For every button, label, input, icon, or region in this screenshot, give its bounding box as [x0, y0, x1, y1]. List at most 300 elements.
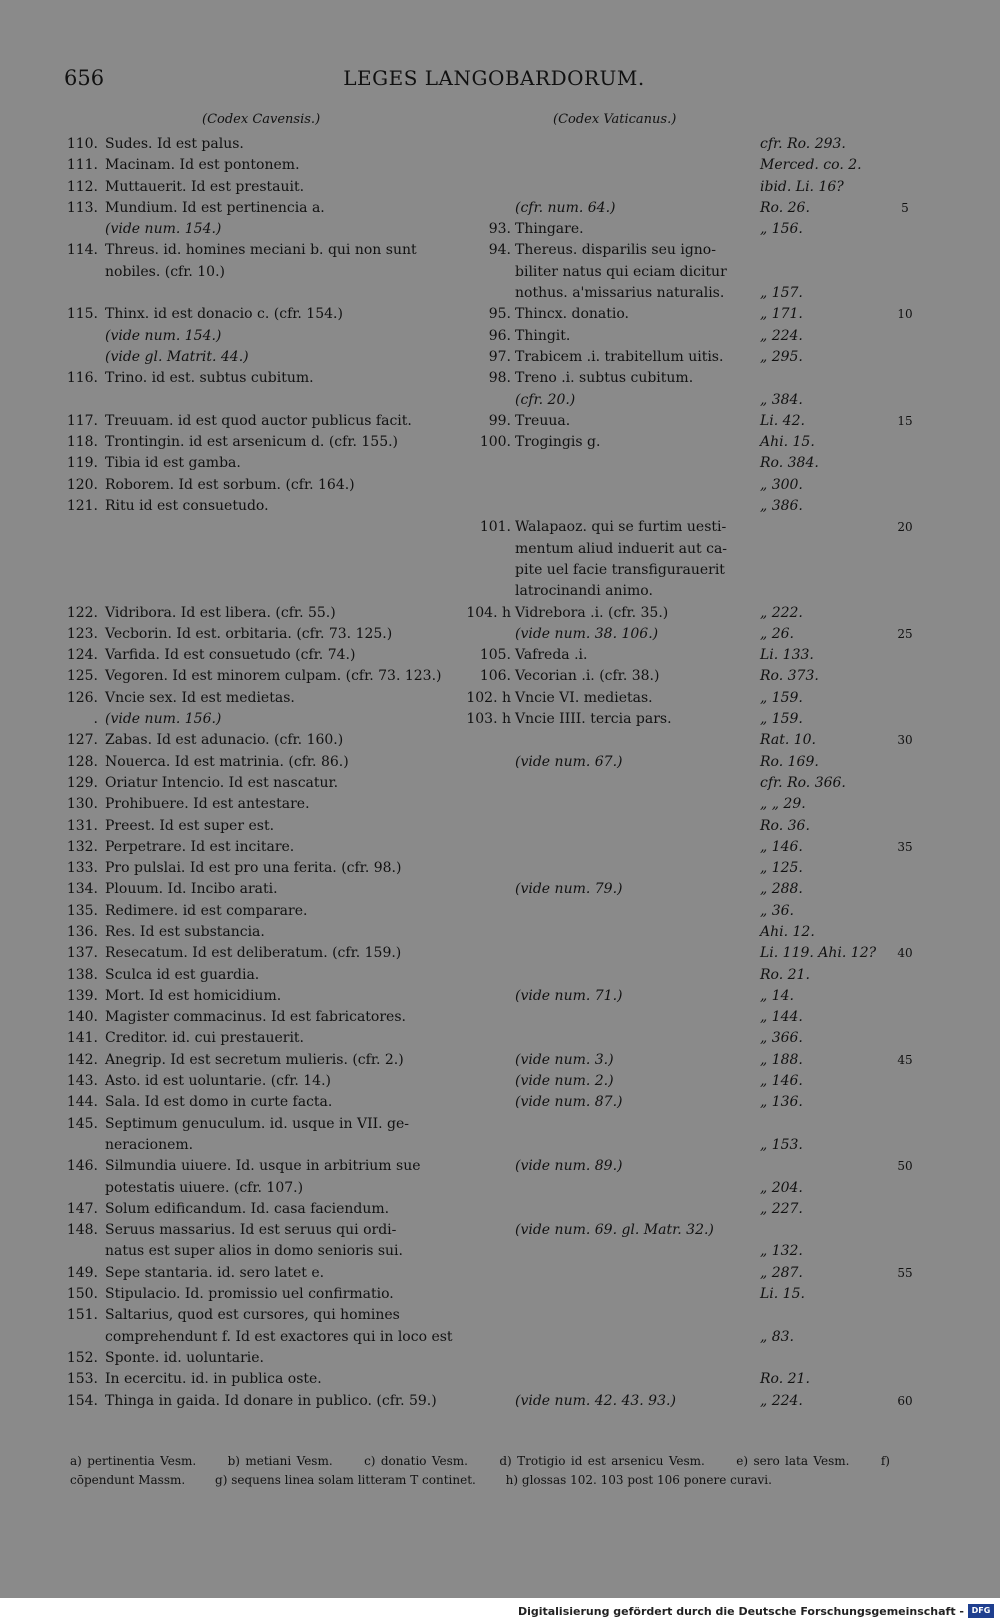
- vaticanus-gloss-line: (vide num. 71.): [515, 987, 623, 1004]
- vaticanus-gloss-line: Trabicem .i. trabitellum uitis.: [515, 348, 724, 365]
- glossary-row: [0, 1305, 1000, 1348]
- glossary-row: [0, 1220, 1000, 1263]
- edict-reference: „ 153.: [760, 1136, 803, 1153]
- cavensis-gloss-line: Vegoren. Id est minorem culpam. (cfr. 73. 123.): [105, 668, 442, 685]
- glossary-row: [0, 1050, 1000, 1071]
- margin-line-number: 20: [897, 520, 913, 535]
- cavensis-number: 136.: [66, 923, 98, 940]
- margin-line-number: 60: [897, 1393, 913, 1408]
- margin-line-number: 30: [897, 733, 913, 748]
- footnote: d) Trotigio id est arsenicu Vesm.: [499, 1454, 705, 1468]
- cavensis-gloss-line: Pro pulslai. Id est pro una ferita. (cfr. 98.): [105, 860, 402, 877]
- vaticanus-gloss-line: latrocinandi animo.: [515, 583, 653, 600]
- right-column-heading: (Codex Vaticanus.): [553, 112, 677, 127]
- glossary-row: [0, 837, 1000, 858]
- glossary-row: [0, 1007, 1000, 1028]
- cavensis-gloss-line: Zabas. Id est adunacio. (cfr. 160.): [105, 732, 344, 749]
- edict-reference: Li. 133.: [760, 647, 814, 664]
- glossary-row: [0, 1348, 1000, 1369]
- cavensis-gloss: [105, 837, 465, 858]
- cavensis-number: 147.: [66, 1200, 98, 1217]
- cavensis-gloss-line: Magister commacinus. Id est fabricatores.: [105, 1009, 406, 1026]
- cavensis-gloss: [105, 1369, 465, 1390]
- edict-reference: „ 159.: [760, 711, 803, 728]
- cavensis-gloss-line: Prohibuere. Id est antestare.: [105, 796, 310, 813]
- cavensis-gloss: [105, 453, 465, 474]
- glossary-row: [0, 411, 1000, 432]
- cavensis-number: 114.: [66, 242, 98, 259]
- edict-reference: Ahi. 12.: [760, 923, 815, 940]
- cavensis-gloss: [105, 965, 465, 986]
- edict-reference: „ 366.: [760, 1030, 803, 1047]
- margin-line-number: 40: [897, 946, 913, 961]
- cavensis-gloss: [105, 986, 465, 1007]
- footnote: g) sequens linea solam litteram T continet.: [215, 1473, 476, 1487]
- vaticanus-gloss-line: (vide num. 42. 43. 93.): [515, 1392, 676, 1409]
- cavensis-number: 139.: [66, 987, 98, 1004]
- cavensis-gloss: [105, 709, 465, 730]
- vaticanus-gloss: [515, 1092, 750, 1113]
- edict-reference: „ 295.: [760, 348, 803, 365]
- glossary-table: [0, 134, 1000, 1412]
- cavensis-number: 130.: [66, 796, 98, 813]
- cavensis-gloss: [105, 666, 465, 687]
- edict-reference: ibid. Li. 16?: [760, 178, 844, 195]
- dfg-logo-icon: DFG: [968, 1604, 994, 1618]
- footnote: h) glossas 102. 103 post 106 ponere curavi.: [505, 1473, 772, 1487]
- vaticanus-gloss: [515, 326, 750, 347]
- vaticanus-number: 102. h: [466, 689, 511, 706]
- cavensis-number: 134.: [66, 881, 98, 898]
- edict-reference: „ 14.: [760, 987, 794, 1004]
- running-title: LEGES LANGOBARDORUM.: [343, 66, 645, 90]
- vaticanus-gloss-line: Vafreda .i.: [515, 647, 588, 664]
- edict-reference: „ 156.: [760, 221, 803, 238]
- vaticanus-gloss-line: (vide num. 3.): [515, 1051, 614, 1068]
- vaticanus-gloss: [515, 411, 750, 432]
- cavensis-gloss-line: In ecercitu. id. in publica oste.: [105, 1371, 322, 1388]
- cavensis-gloss-line: Perpetrare. Id est incitare.: [105, 838, 295, 855]
- vaticanus-gloss: [515, 624, 750, 645]
- cavensis-gloss-line: Nouerca. Id est matrinia. (cfr. 86.): [105, 753, 349, 770]
- edict-reference: Ahi. 15.: [760, 434, 815, 451]
- cavensis-gloss-line: Stipulacio. Id. promissio uel confirmatio.: [105, 1286, 394, 1303]
- edict-reference: „ 204.: [760, 1179, 803, 1196]
- edict-reference: Li. 119. Ahi. 12?: [760, 945, 877, 962]
- cavensis-gloss: [105, 411, 465, 432]
- cavensis-number: 124.: [66, 647, 98, 664]
- glossary-row: [0, 177, 1000, 198]
- left-column-heading: (Codex Cavensis.): [202, 112, 321, 127]
- cavensis-gloss: [105, 730, 465, 751]
- cavensis-number: 119.: [66, 455, 98, 472]
- margin-line-number: 10: [897, 307, 913, 322]
- cavensis-number: 132.: [66, 838, 98, 855]
- cavensis-gloss-line: Trino. id est. subtus cubitum.: [105, 370, 314, 387]
- cavensis-gloss: [105, 1348, 465, 1369]
- cavensis-gloss: [105, 1220, 465, 1263]
- cavensis-number: 145.: [66, 1115, 98, 1132]
- cavensis-number: .: [93, 711, 98, 728]
- vaticanus-gloss-line: (vide num. 89.): [515, 1158, 623, 1175]
- cavensis-gloss-line: Redimere. id est comparare.: [105, 902, 308, 919]
- cavensis-number: 149.: [66, 1264, 98, 1281]
- edict-reference: „ 36.: [760, 902, 794, 919]
- glossary-row: [0, 709, 1000, 730]
- glossary-row: [0, 858, 1000, 879]
- cavensis-gloss-line: Macinam. Id est pontonem.: [105, 157, 300, 174]
- cavensis-number: 111.: [66, 157, 98, 174]
- cavensis-number: 135.: [66, 902, 98, 919]
- cavensis-gloss-line: Sponte. id. uoluntarie.: [105, 1349, 264, 1366]
- glossary-row: [0, 517, 1000, 602]
- cavensis-gloss: [105, 475, 465, 496]
- vaticanus-number: 95.: [488, 306, 511, 323]
- cavensis-gloss: [105, 496, 465, 517]
- cavensis-number: 123.: [66, 625, 98, 642]
- cavensis-number: 154.: [66, 1392, 98, 1409]
- vaticanus-gloss-line: Vecorian .i. (cfr. 38.): [515, 668, 660, 685]
- edict-reference: „ „ 29.: [760, 796, 806, 813]
- glossary-row: [0, 1071, 1000, 1092]
- cavensis-gloss: [105, 816, 465, 837]
- edict-reference: „ 224.: [760, 1392, 803, 1409]
- vaticanus-gloss-line: Vncie VI. medietas.: [515, 689, 653, 706]
- vaticanus-gloss: [515, 198, 750, 219]
- margin-line-number: 50: [897, 1159, 913, 1174]
- cavensis-gloss-line: comprehendunt f. Id est exactores qui in loco est: [105, 1328, 453, 1345]
- footnote: e) sero lata Vesm.: [736, 1454, 850, 1468]
- cavensis-gloss: [105, 645, 465, 666]
- margin-line-number: 25: [897, 626, 913, 641]
- cavensis-gloss-line: Preest. Id est super est.: [105, 817, 275, 834]
- cavensis-gloss: [105, 304, 465, 325]
- cavensis-gloss-line: Asto. id est uoluntarie. (cfr. 14.): [105, 1073, 331, 1090]
- glossary-row: [0, 1114, 1000, 1157]
- cavensis-gloss-line: neracionem.: [105, 1136, 194, 1153]
- glossary-row: [0, 879, 1000, 900]
- cavensis-gloss: [105, 794, 465, 815]
- glossary-row: [0, 368, 1000, 411]
- cavensis-gloss: [105, 1263, 465, 1284]
- cavensis-gloss-line: Anegrip. Id est secretum mulieris. (cfr. 2.): [105, 1051, 404, 1068]
- vaticanus-gloss: [515, 986, 750, 1007]
- edict-reference: Li. 15.: [760, 1286, 805, 1303]
- cavensis-number: 151.: [66, 1307, 98, 1324]
- vaticanus-gloss: [515, 240, 750, 304]
- edict-reference: „ 83.: [760, 1328, 794, 1345]
- vaticanus-number: 96.: [488, 327, 511, 344]
- glossary-row: [0, 603, 1000, 624]
- cavensis-gloss: [105, 773, 465, 794]
- cavensis-number: 137.: [66, 945, 98, 962]
- cavensis-gloss: [105, 1071, 465, 1092]
- digitization-credit-bar: [0, 1598, 1000, 1624]
- vaticanus-gloss-line: Vncie IIII. tercia pars.: [515, 711, 672, 728]
- vaticanus-gloss-line: (vide num. 2.): [515, 1073, 614, 1090]
- footnote: f) cōpendunt Massm.: [70, 1454, 890, 1487]
- glossary-row: [0, 965, 1000, 986]
- cavensis-number: 116.: [66, 370, 98, 387]
- cavensis-number: 140.: [66, 1009, 98, 1026]
- cavensis-gloss-line: natus est super alios in domo senioris sui.: [105, 1243, 403, 1260]
- vaticanus-number: 104. h: [466, 604, 511, 621]
- cavensis-gloss-line: Septimum genuculum. id. usque in VII. ge-: [105, 1115, 410, 1132]
- vaticanus-gloss-line: Thingare.: [515, 221, 584, 238]
- digitization-credit: Digitalisierung gefördert durch die Deutsche Forschungsgemeinschaft -: [517, 1605, 964, 1618]
- vaticanus-number: 97.: [488, 348, 511, 365]
- edict-reference: Ro. 21.: [760, 1371, 810, 1388]
- margin-line-number: 5: [901, 200, 909, 215]
- vaticanus-gloss-line: (vide num. 38. 106.): [515, 625, 659, 642]
- cavensis-gloss: [105, 347, 465, 368]
- vaticanus-gloss: [515, 879, 750, 900]
- cavensis-gloss: [105, 901, 465, 922]
- edict-reference: „ 224.: [760, 327, 803, 344]
- cavensis-gloss: [105, 368, 465, 389]
- cavensis-gloss-line: Plouum. Id. Incibo arati.: [105, 881, 278, 898]
- cavensis-gloss: [105, 879, 465, 900]
- glossary-row: [0, 730, 1000, 751]
- vaticanus-gloss-line: (vide num. 67.): [515, 753, 623, 770]
- edict-reference: „ 157.: [760, 285, 803, 302]
- cavensis-gloss: [105, 1114, 465, 1157]
- vaticanus-gloss: [515, 219, 750, 240]
- glossary-row: [0, 219, 1000, 240]
- cavensis-number: 131.: [66, 817, 98, 834]
- edict-reference: „ 171.: [760, 306, 803, 323]
- glossary-row: [0, 901, 1000, 922]
- glossary-row: [0, 432, 1000, 453]
- margin-line-number: 45: [897, 1052, 913, 1067]
- glossary-row: [0, 326, 1000, 347]
- edict-reference: „ 188.: [760, 1051, 803, 1068]
- cavensis-gloss-line: Sepe stantaria. id. sero latet e.: [105, 1264, 325, 1281]
- cavensis-gloss-line: (vide gl. Matrit. 44.): [105, 348, 249, 365]
- vaticanus-gloss: [515, 1050, 750, 1071]
- cavensis-gloss-line: Resecatum. Id est deliberatum. (cfr. 159.): [105, 945, 402, 962]
- glossary-row: [0, 198, 1000, 219]
- edict-reference: Ro. 384.: [760, 455, 819, 472]
- vaticanus-gloss-line: Treno .i. subtus cubitum.: [515, 370, 694, 387]
- glossary-row: [0, 155, 1000, 176]
- cavensis-gloss-line: nobiles. (cfr. 10.): [105, 263, 225, 280]
- margin-line-number: 35: [897, 839, 913, 854]
- cavensis-gloss: [105, 432, 465, 453]
- glossary-row: [0, 816, 1000, 837]
- cavensis-number: 141.: [66, 1030, 98, 1047]
- margin-line-number: 15: [897, 413, 913, 428]
- vaticanus-gloss-line: Thereus. disparilis seu igno-: [515, 242, 716, 259]
- cavensis-gloss: [105, 155, 465, 176]
- page-header: [64, 66, 924, 96]
- cavensis-gloss: [105, 177, 465, 198]
- cavensis-gloss-line: Oriatur Intencio. Id est nascatur.: [105, 774, 339, 791]
- cavensis-number: 127.: [66, 732, 98, 749]
- cavensis-number: 129.: [66, 774, 98, 791]
- cavensis-gloss: [105, 1305, 465, 1348]
- cavensis-gloss-line: Sala. Id est domo in curte facta.: [105, 1094, 333, 1111]
- vaticanus-gloss: [515, 1220, 750, 1241]
- glossary-row: [0, 1284, 1000, 1305]
- cavensis-gloss: [105, 943, 465, 964]
- cavensis-number: 128.: [66, 753, 98, 770]
- cavensis-gloss: [105, 1092, 465, 1113]
- cavensis-number: 150.: [66, 1286, 98, 1303]
- edict-reference: „ 26.: [760, 625, 794, 642]
- vaticanus-gloss: [515, 304, 750, 325]
- cavensis-gloss: [105, 922, 465, 943]
- vaticanus-gloss-line: biliter natus qui eciam dicitur: [515, 263, 727, 280]
- cavensis-gloss-line: Sudes. Id est palus.: [105, 136, 244, 152]
- edict-reference: „ 146.: [760, 1073, 803, 1090]
- cavensis-gloss-line: Ritu id est consuetudo.: [105, 498, 269, 515]
- cavensis-gloss-line: (vide num. 154.): [105, 221, 222, 238]
- vaticanus-gloss-line: Thingit.: [515, 327, 571, 344]
- glossary-row: [0, 666, 1000, 687]
- glossary-row: [0, 1263, 1000, 1284]
- cavensis-gloss: [105, 240, 465, 283]
- cavensis-gloss-line: Mundium. Id est pertinencia a.: [105, 199, 325, 216]
- vaticanus-gloss: [515, 688, 750, 709]
- cavensis-gloss-line: Varfida. Id est consuetudo (cfr. 74.): [105, 647, 356, 664]
- glossary-row: [0, 688, 1000, 709]
- cavensis-gloss-line: (vide num. 154.): [105, 327, 222, 344]
- cavensis-gloss-line: Solum edificandum. Id. casa faciendum.: [105, 1200, 390, 1217]
- cavensis-gloss-line: Sculca id est guardia.: [105, 966, 260, 983]
- glossary-row: [0, 453, 1000, 474]
- vaticanus-gloss-line: Trogingis g.: [515, 434, 601, 451]
- cavensis-gloss: [105, 603, 465, 624]
- margin-line-number: 55: [897, 1265, 913, 1280]
- vaticanus-gloss-line: Treuua.: [515, 412, 571, 429]
- glossary-row: [0, 475, 1000, 496]
- cavensis-gloss: [105, 688, 465, 709]
- edict-reference: cfr. Ro. 366.: [760, 774, 846, 791]
- cavensis-number: 144.: [66, 1094, 98, 1111]
- cavensis-gloss-line: Trontingin. id est arsenicum d. (cfr. 155.): [105, 434, 399, 451]
- edict-reference: „ 227.: [760, 1200, 803, 1217]
- vaticanus-gloss: [515, 603, 750, 624]
- cavensis-number: 143.: [66, 1073, 98, 1090]
- cavensis-gloss-line: Mort. Id est homicidium.: [105, 987, 282, 1004]
- glossary-row: [0, 347, 1000, 368]
- cavensis-number: 146.: [66, 1158, 98, 1175]
- vaticanus-gloss-line: Thincx. donatio.: [515, 306, 629, 323]
- glossary-row: [0, 304, 1000, 325]
- vaticanus-gloss: [515, 368, 750, 411]
- footnote: a) pertinentia Vesm.: [70, 1454, 197, 1468]
- cavensis-gloss: [105, 1284, 465, 1305]
- edict-reference: Ro. 373.: [760, 668, 819, 685]
- cavensis-gloss-line: potestatis uiuere. (cfr. 107.): [105, 1179, 304, 1196]
- vaticanus-number: 106.: [479, 668, 511, 685]
- cavensis-number: 117.: [66, 412, 98, 429]
- glossary-row: [0, 1092, 1000, 1113]
- glossary-row: [0, 922, 1000, 943]
- edict-reference: „ 132.: [760, 1243, 803, 1260]
- edict-reference: Ro. 21.: [760, 966, 810, 983]
- edict-reference: „ 300.: [760, 476, 803, 493]
- page-number: 656: [64, 66, 105, 90]
- edict-reference: „ 159.: [760, 689, 803, 706]
- glossary-row: [0, 1369, 1000, 1390]
- edict-reference: „ 386.: [760, 498, 803, 515]
- edict-reference: Ro. 26.: [760, 199, 810, 216]
- edict-reference: „ 125.: [760, 860, 803, 877]
- cavensis-gloss: [105, 134, 465, 155]
- cavensis-gloss: [105, 326, 465, 347]
- vaticanus-gloss-line: Vidrebora .i. (cfr. 35.): [515, 604, 669, 621]
- vaticanus-gloss-line: mentum aliud induerit aut ca-: [515, 540, 728, 557]
- vaticanus-number: 105.: [479, 647, 511, 664]
- vaticanus-gloss-line: (vide num. 69. gl. Matr. 32.): [515, 1222, 714, 1239]
- cavensis-gloss: [105, 1156, 465, 1199]
- vaticanus-gloss-line: (vide num. 87.): [515, 1094, 623, 1111]
- cavensis-gloss: [105, 1050, 465, 1071]
- vaticanus-gloss-line: (cfr. num. 64.): [515, 199, 616, 216]
- cavensis-number: 115.: [66, 306, 98, 323]
- cavensis-gloss-line: Silmundia uiuere. Id. usque in arbitrium sue: [105, 1158, 421, 1175]
- cavensis-number: 121.: [66, 498, 98, 515]
- glossary-row: [0, 1028, 1000, 1049]
- vaticanus-gloss-line: (cfr. 20.): [515, 391, 576, 408]
- edict-reference: „ 136.: [760, 1094, 803, 1111]
- vaticanus-gloss: [515, 1391, 750, 1412]
- vaticanus-gloss: [515, 432, 750, 453]
- cavensis-gloss-line: Res. Id est substancia.: [105, 923, 265, 940]
- glossary-row: [0, 794, 1000, 815]
- vaticanus-number: 99.: [488, 412, 511, 429]
- cavensis-gloss-line: Muttauerit. Id est prestauit.: [105, 178, 305, 195]
- vaticanus-number: 103. h: [466, 711, 511, 728]
- cavensis-gloss: [105, 1007, 465, 1028]
- cavensis-number: 138.: [66, 966, 98, 983]
- cavensis-gloss: [105, 624, 465, 645]
- glossary-row: [0, 1156, 1000, 1199]
- cavensis-gloss: [105, 198, 465, 219]
- cavensis-gloss: [105, 1391, 465, 1412]
- cavensis-gloss-line: Treuuam. id est quod auctor publicus facit.: [105, 412, 412, 429]
- vaticanus-gloss: [515, 645, 750, 666]
- vaticanus-gloss: [515, 347, 750, 368]
- footnotes: [70, 1452, 890, 1490]
- edict-reference: Merced. co. 2.: [760, 157, 862, 174]
- glossary-row: [0, 752, 1000, 773]
- edict-reference: „ 288.: [760, 881, 803, 898]
- edict-reference: Rat. 10.: [760, 732, 816, 749]
- cavensis-gloss: [105, 1199, 465, 1220]
- edict-reference: „ 222.: [760, 604, 803, 621]
- vaticanus-number: 98.: [488, 370, 511, 387]
- cavensis-gloss-line: Saltarius, quod est cursores, qui homines: [105, 1307, 400, 1324]
- cavensis-number: 153.: [66, 1371, 98, 1388]
- vaticanus-gloss: [515, 1071, 750, 1092]
- vaticanus-gloss: [515, 1156, 750, 1177]
- cavensis-gloss-line: Vncie sex. Id est medietas.: [105, 689, 295, 706]
- glossary-row: [0, 773, 1000, 794]
- cavensis-number: 126.: [66, 689, 98, 706]
- vaticanus-gloss: [515, 517, 750, 602]
- edict-reference: „ 287.: [760, 1264, 803, 1281]
- vaticanus-number: 94.: [488, 242, 511, 259]
- cavensis-number: 152.: [66, 1349, 98, 1366]
- edict-reference: cfr. Ro. 293.: [760, 136, 846, 152]
- vaticanus-number: 101.: [479, 519, 511, 536]
- vaticanus-number: 100.: [479, 434, 511, 451]
- glossary-row: [0, 134, 1000, 155]
- footnote: c) donatio Vesm.: [364, 1454, 468, 1468]
